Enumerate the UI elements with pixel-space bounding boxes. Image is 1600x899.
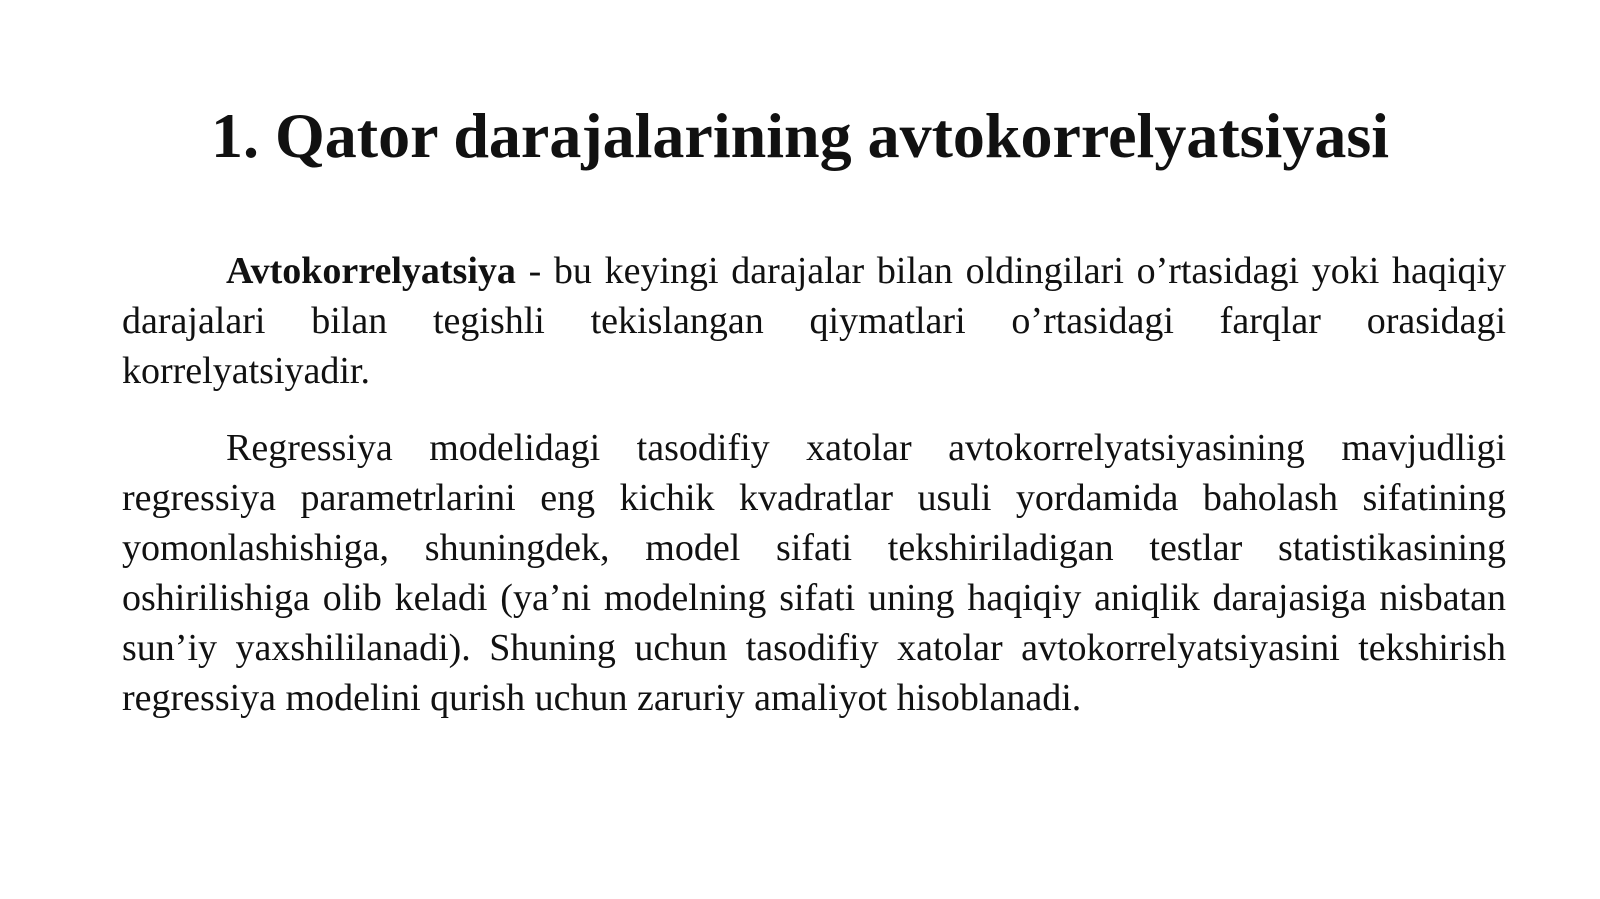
explanation-paragraph: Regressiya modelidagi tasodifiy xatolar avtokorrelyatsiyasining mavjudligi regressiya parametrlarini eng kichik kvadratlar usuli yordamida baholash sifatining yomonlashishiga, shuningdek, model sifati tekshiriladigan testlar statistikasining oshirilishiga olib keladi (ya’ni modelning sifati uning haqiqiy aniqlik darajasiga nisbatan sun’iy yaxshililanadi). Shuning uchun tasodifiy xatolar avtokorrelyatsiyasini tekshirish regressiya modelini qurish uchun zaruriy amaliyot hisoblanadi. — [122, 427, 1506, 719]
definition-text: - bu keyingi darajalar bilan oldingilari o’rtasidagi yoki haqiqiy darajalari bilan tegishli tekislangan qiymatlari o’rtasidagi farqlar orasidagi korrelyatsiyadir. — [122, 250, 1506, 392]
definition-term: Avtokorrelyatsiya — [226, 250, 516, 292]
slide-body — [122, 246, 1506, 723]
slide-title: 1. Qator darajalarining avtokorrelyatsiyasi — [210, 100, 1390, 171]
definition-paragraph — [122, 246, 1506, 396]
